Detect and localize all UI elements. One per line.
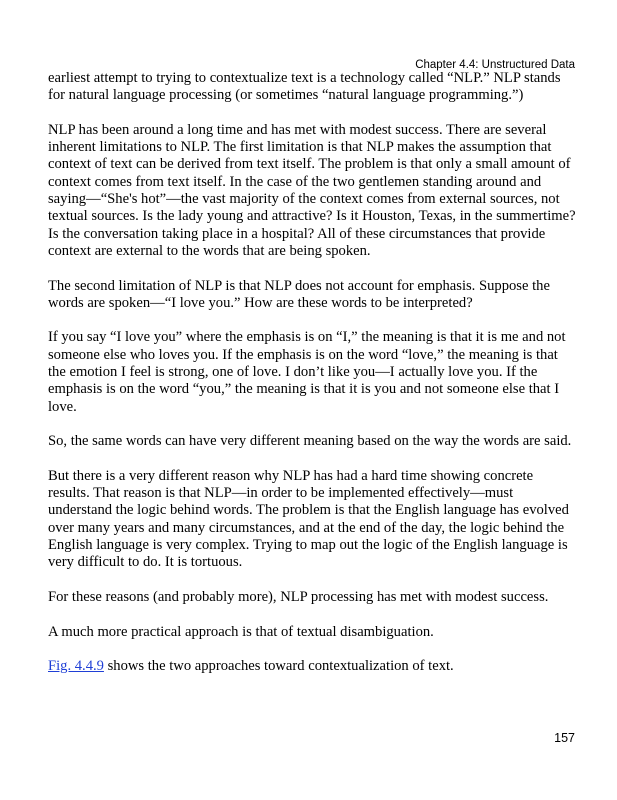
- paragraph: So, the same words can have very different meaning based on the way the words are said.: [48, 433, 572, 450]
- paragraph: A much more practical approach is that of textual disambiguation.: [48, 623, 434, 640]
- paragraph: But there is a very different reason why NLP has had a hard time showing concrete results. That reason is that NLP—in order to be implemented effectively—must understand the logic behind words. The problem is that the English language has evolved over many years and many circumstances, and at the end of the day, the logic behind the English language is very complex. Trying to map out the logic of the English language is very difficult to do. It is tortuous.: [48, 467, 569, 571]
- paragraph: For these reasons (and probably more), NLP processing has met with modest success.: [48, 588, 549, 605]
- running-header: Chapter 4.4: Unstructured Data: [415, 59, 575, 71]
- paragraph-figure-reference: [48, 658, 578, 675]
- paragraph: The second limitation of NLP is that NLP does not account for emphasis. Suppose the words are spoken—“I love you.” How are these words to be interpreted?: [48, 277, 550, 311]
- figure-reference-text: shows the two approaches toward contextualization of text.: [103, 658, 454, 675]
- page-number: 157: [554, 731, 575, 745]
- paragraph: If you say “I love you” where the emphasis is on “I,” the meaning is that it is me and not someone else who loves you. If the emphasis is on the word “love,” the meaning is that the emotion I feel is strong, one of love. I don’t like you—I actually love you. If the emphasis is on the word “you,” the meaning is that it is you and not someone else that I love.: [48, 329, 566, 415]
- figure-link[interactable]: Fig. 4.4.9: [48, 658, 104, 675]
- paragraph: earliest attempt to trying to contextualize text is a technology called “NLP.” NLP stands for natural language processing (or sometimes “natural language programming.”): [48, 70, 561, 104]
- paragraph: NLP has been around a long time and has met with modest success. There are several inherent limitations to NLP. The first limitation is that NLP makes the assumption that context of text can be derived from text itself. The problem is that only a small amount of context comes from text itself. In the case of the two gentlemen standing around and saying—“She's hot”—the vast majority of the context comes from external sources, not textual sources. Is the lady young and attractive? Is it Houston, Texas, in the summertime? Is the conversation taking place in a hospital? All of these circumstances that provide context are external to the words that are being spoken.: [48, 121, 576, 259]
- body-text: [48, 70, 578, 693]
